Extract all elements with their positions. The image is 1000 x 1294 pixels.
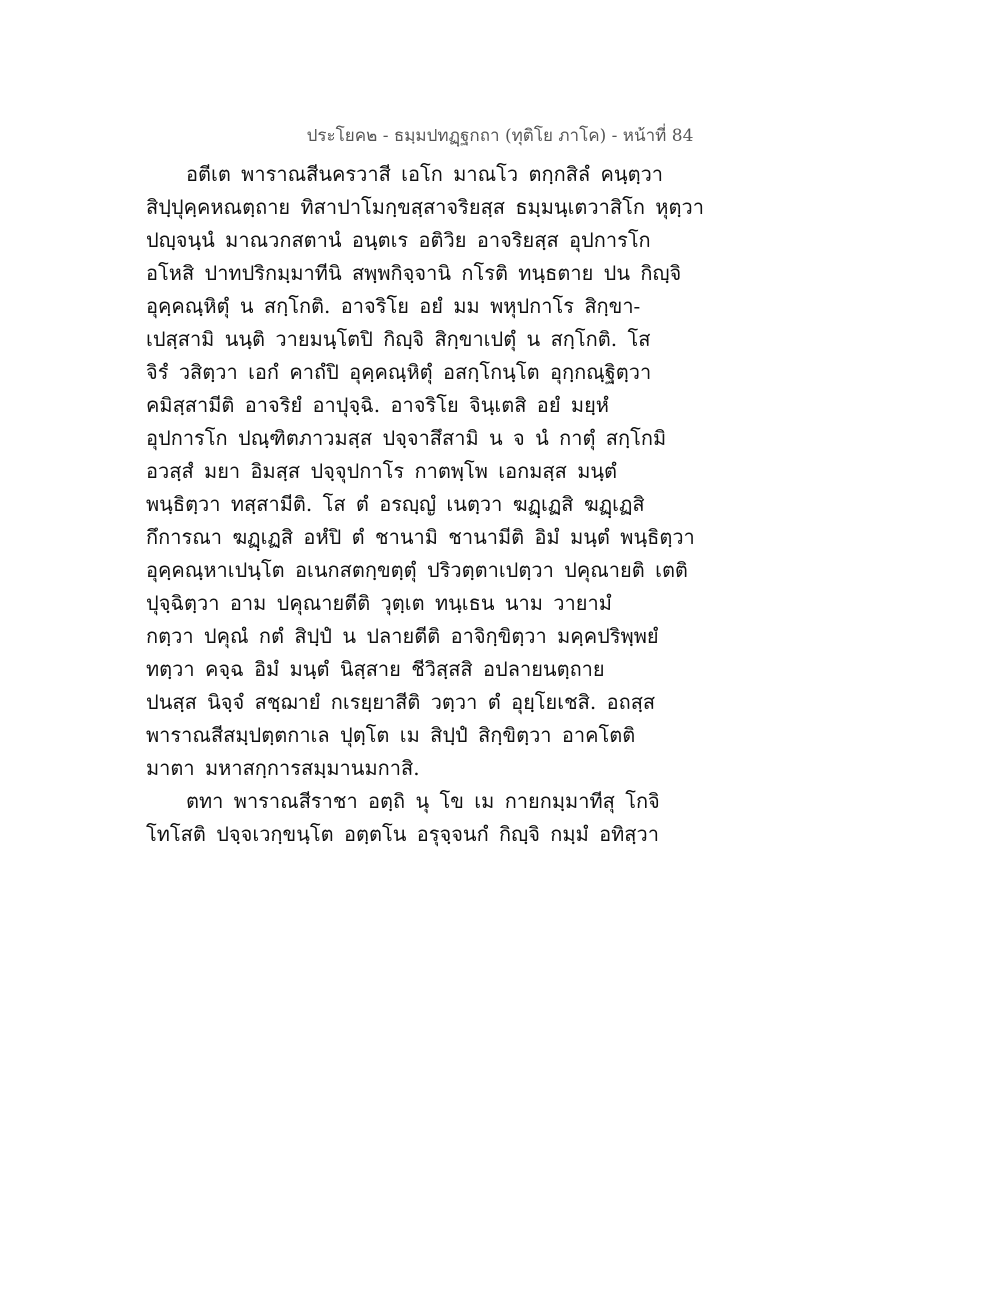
text-line: โทโสติ ปจฺจเวกฺขนฺโต อตฺตโน อรุจฺจนกํ กิญฺจิ กมฺมํ อทิสฺวา xyxy=(146,822,659,846)
text-line: ปุจฺฉิตฺวา อาม ปคุณายตีติ วุตฺเต ทนฺเธน นาม วายามํ xyxy=(146,591,612,615)
body-text xyxy=(146,158,706,851)
text-line: อวสฺสํ มยา อิมสฺส ปจฺจุปกาโร กาตพฺโพ เอกมสฺส มนฺตํ xyxy=(146,459,618,483)
text-line: ปญฺจนฺนํ มาณวกสตานํ อนฺตเร อติวิย อาจริยสฺส อุปการโก xyxy=(146,228,651,252)
text-line: ทตฺวา คจฺฉ อิมํ มนฺตํ นิสฺสาย ชีวิสฺสสิ อปลายนตฺถาย xyxy=(146,657,605,681)
text-line: อุปการโก ปณฺฑิตภาวมสฺส ปจฺจาสึสามิ น จ นํ กาตุํ สกฺโกมิ xyxy=(146,426,667,450)
text-line: กึการณา ฆฏฺเฏสิ อหํปิ ตํ ชานามิ ชานามีติ อิมํ มนฺตํ พนฺธิตฺวา xyxy=(146,525,695,549)
running-header: ประโยค๒ - ธมฺมปทฏฺฐกถา (ทุติโย ภาโค) - หน้าที่ 84 xyxy=(306,126,694,146)
text-line: กตฺวา ปคุณํ กตํ สิปฺปํ น ปลายตีติ อาจิกฺขิตฺวา มคฺคปริพฺพยํ xyxy=(146,624,659,648)
text-line: อุคฺคณฺหาเปนฺโต อเนกสตกฺขตฺตุํ ปริวตฺตาเปตฺวา ปคุณายติ เตติ xyxy=(146,558,688,582)
text-line: อุคฺคณฺหิตุํ น สกฺโกติ. อาจริโย อยํ มม พหุปกาโร สิกฺขา- xyxy=(146,294,641,318)
text-line: เปสฺสามิ นนฺติ วายมนฺโตปิ กิญฺจิ สิกฺขาเปตุํ น สกฺโกติ. โส xyxy=(146,327,651,351)
text-line: อโหสิ ปาทปริกมฺมาทีนิ สพฺพกิจฺจานิ กโรติ ทนฺธตาย ปน กิญฺจิ xyxy=(146,261,682,285)
text-line: อตีเต พาราณสีนครวาสี เอโก มาณโว ตกฺกสิลํ คนฺตฺวา xyxy=(186,162,664,186)
text-line: จิรํ วสิตฺวา เอกํ คาถํปิ อุคฺคณฺหิตุํ อสกฺโกนฺโต อุกฺกณฺฐิตฺวา xyxy=(146,360,652,384)
paragraph-1 xyxy=(146,158,706,785)
text-line: ปนสฺส นิจฺจํ สชฺฌายํ กเรยฺยาสีติ วตฺวา ตํ อุยฺโยเชสิ. อถสฺส xyxy=(146,690,656,714)
text-line: พาราณสีสมฺปตฺตกาเล ปุตฺโต เม สิปฺปํ สิกฺขิตฺวา อาคโตติ xyxy=(146,723,636,747)
paragraph-2 xyxy=(146,785,706,851)
text-line: ตทา พาราณสีราชา อตฺถิ นุ โข เม กายกมฺมาทีสุ โกจิ xyxy=(186,789,660,813)
text-line: คมิสฺสามีติ อาจริยํ อาปุจฺฉิ. อาจริโย จินฺเตสิ อยํ มยฺหํ xyxy=(146,393,609,417)
text-line: พนฺธิตฺวา ทสฺสามีติ. โส ตํ อรญฺญํ เนตฺวา ฆฏฺเฏสิ ฆฏฺเฏสิ xyxy=(146,492,645,516)
text-line: สิปฺปุคฺคหณตฺถาย ทิสาปาโมกฺขสฺสาจริยสฺส ธมฺมนฺเตวาสิโก หุตฺวา xyxy=(146,195,704,219)
text-line: มาตา มหาสกฺการสมฺมานมกาสิ. xyxy=(146,756,420,780)
